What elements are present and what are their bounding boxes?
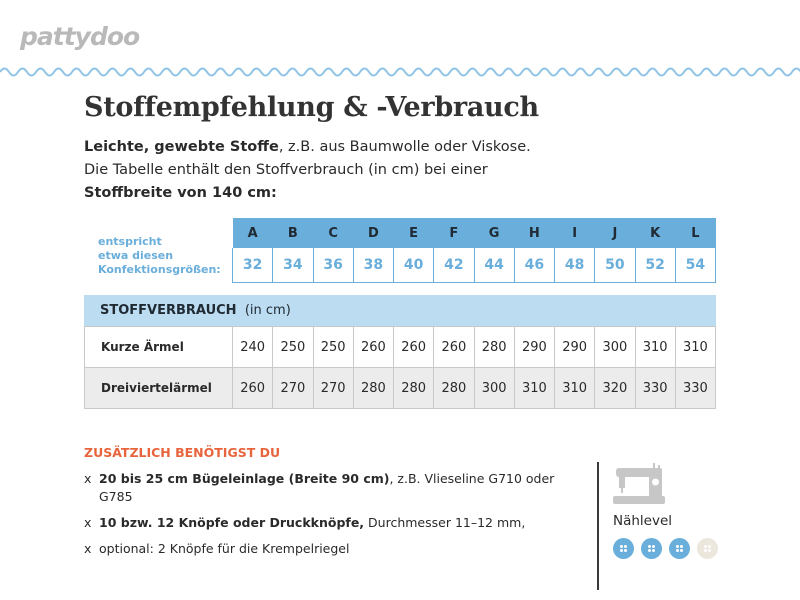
usage-cell: 240 bbox=[233, 327, 273, 368]
usage-header-title: STOFFVERBRAUCH bbox=[100, 303, 237, 318]
level-label: Nählevel bbox=[613, 513, 673, 529]
row-label: Dreiviertelärmel bbox=[85, 368, 233, 409]
usage-cell: 300 bbox=[595, 327, 635, 368]
usage-cell: 290 bbox=[555, 327, 595, 368]
usage-cell: 280 bbox=[434, 368, 474, 409]
bullet-x: x bbox=[84, 541, 92, 556]
usage-header-unit: (in cm) bbox=[244, 303, 291, 318]
usage-cell: 330 bbox=[675, 368, 715, 409]
size-letter: D bbox=[353, 218, 393, 248]
usage-row-three-quarter-sleeves bbox=[85, 368, 716, 409]
usage-table bbox=[84, 326, 716, 409]
size-letter: A bbox=[233, 218, 273, 248]
sewing-machine-icon bbox=[613, 462, 665, 506]
usage-cell: 280 bbox=[394, 368, 434, 409]
usage-cell: 250 bbox=[273, 327, 313, 368]
size-number: 46 bbox=[514, 248, 554, 282]
usage-cell: 310 bbox=[635, 327, 675, 368]
size-letter: L bbox=[675, 218, 715, 248]
fabric-width: Stoffbreite von 140 cm: bbox=[84, 185, 277, 201]
usage-cell: 280 bbox=[353, 368, 393, 409]
level-button-filled bbox=[669, 538, 690, 559]
row-label: Kurze Ärmel bbox=[85, 327, 233, 368]
pattydoo-logo: pattydoo bbox=[20, 22, 140, 51]
level-divider bbox=[597, 462, 599, 590]
bullet-x: x bbox=[84, 471, 92, 486]
usage-cell: 310 bbox=[675, 327, 715, 368]
item-text: optional: 2 Knöpfe für die Krempelriegel bbox=[99, 541, 350, 556]
usage-cell: 270 bbox=[273, 368, 313, 409]
usage-header bbox=[84, 295, 716, 326]
list-item bbox=[84, 514, 574, 532]
usage-cell: 290 bbox=[514, 327, 554, 368]
size-letter: B bbox=[273, 218, 313, 248]
size-number: 32 bbox=[233, 248, 273, 282]
usage-cell: 310 bbox=[514, 368, 554, 409]
size-letter: K bbox=[635, 218, 675, 248]
usage-cell: 250 bbox=[313, 327, 353, 368]
size-letter: C bbox=[313, 218, 353, 248]
level-button-filled bbox=[641, 538, 662, 559]
size-number: 44 bbox=[474, 248, 514, 282]
size-letter: H bbox=[514, 218, 554, 248]
usage-cell: 260 bbox=[353, 327, 393, 368]
size-letter: G bbox=[474, 218, 514, 248]
fabric-type: Leichte, gewebte Stoffe bbox=[84, 139, 279, 155]
size-label-line: Konfektionsgrößen: bbox=[98, 263, 221, 276]
size-number: 48 bbox=[555, 248, 595, 282]
usage-cell: 260 bbox=[434, 327, 474, 368]
size-letter: I bbox=[555, 218, 595, 248]
size-table bbox=[232, 218, 716, 283]
size-label-line: entspricht bbox=[98, 235, 162, 248]
level-rating bbox=[613, 538, 718, 559]
extras-title: ZUSÄTZLICH BENÖTIGST DU bbox=[84, 445, 281, 460]
size-letter: F bbox=[434, 218, 474, 248]
list-item bbox=[84, 540, 574, 558]
size-number: 52 bbox=[635, 248, 675, 282]
usage-cell: 270 bbox=[313, 368, 353, 409]
usage-cell: 260 bbox=[394, 327, 434, 368]
item-bold: 20 bis 25 cm Bügeleinlage (Breite 90 cm) bbox=[99, 471, 390, 486]
size-number: 50 bbox=[595, 248, 635, 282]
extras-list bbox=[84, 470, 574, 566]
fabric-examples: , z.B. aus Baumwolle oder Viskose. bbox=[278, 139, 531, 155]
item-text: , z.B. Vlieseline G710 oder G785 bbox=[99, 471, 555, 504]
bullet-x: x bbox=[84, 515, 92, 530]
item-bold: 10 bzw. 12 Knöpfe oder Druckknöpfe, bbox=[99, 515, 365, 530]
page-title: Stoffempfehlung & -Verbrauch bbox=[84, 92, 539, 123]
size-letter: J bbox=[595, 218, 635, 248]
usage-cell: 330 bbox=[635, 368, 675, 409]
size-number: 34 bbox=[273, 248, 313, 282]
table-description: Die Tabelle enthält den Stoffverbrauch (in cm) bei einer bbox=[84, 162, 488, 178]
wave-divider bbox=[0, 62, 800, 82]
size-number: 42 bbox=[434, 248, 474, 282]
size-number: 36 bbox=[313, 248, 353, 282]
intro-text bbox=[84, 136, 684, 205]
size-label bbox=[98, 235, 221, 277]
size-number: 40 bbox=[394, 248, 434, 282]
usage-cell: 260 bbox=[233, 368, 273, 409]
list-item bbox=[84, 470, 574, 506]
size-letter: E bbox=[394, 218, 434, 248]
size-label-line: etwa diesen bbox=[98, 249, 174, 262]
size-number: 54 bbox=[675, 248, 715, 282]
usage-row-short-sleeves bbox=[85, 327, 716, 368]
size-letter-row bbox=[233, 218, 716, 248]
level-button-empty bbox=[697, 538, 718, 559]
usage-cell: 320 bbox=[595, 368, 635, 409]
usage-cell: 300 bbox=[474, 368, 514, 409]
usage-cell: 280 bbox=[474, 327, 514, 368]
size-number-row bbox=[233, 248, 716, 282]
usage-cell: 310 bbox=[555, 368, 595, 409]
size-number: 38 bbox=[353, 248, 393, 282]
item-text: Durchmesser 11–12 mm, bbox=[364, 515, 526, 530]
level-button-filled bbox=[613, 538, 634, 559]
